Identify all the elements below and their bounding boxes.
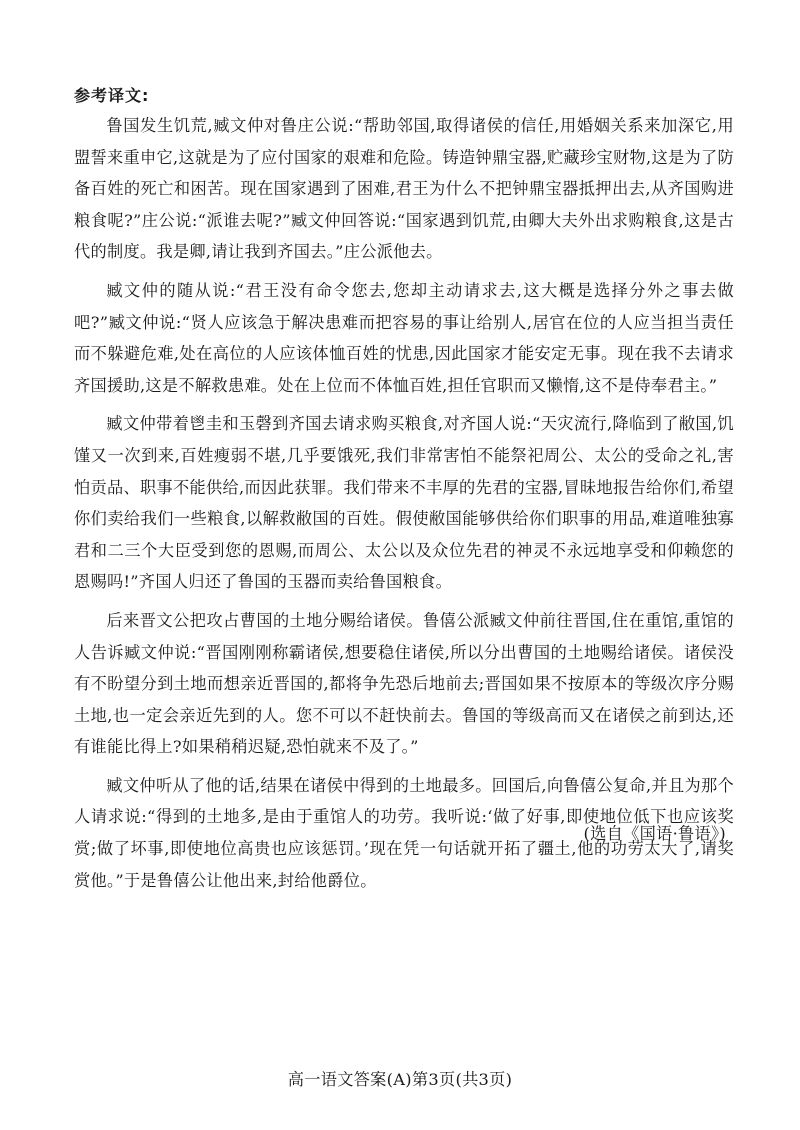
paragraph-4: 后来晋文公把攻占曹国的土地分赐给诸侯。鲁僖公派臧文仲前往晋国,住在重馆,重馆的人告诉臧文仲说:“晋国刚刚称霸诸侯,想要稳住诸侯,所以分出曹国的土地赐给诸侯。诸侯没有不盼望分到土地而想亲近晋国的,都将争先恐后地前去;晋国如果不按原本的等级次序分赐土地,也一定会亲近先到的人。您不可以不赶快前去。鲁国的等级高而又在诸侯之前到达,还有谁能比得上?如果稍稍迟疑,恐怕就来不及了。”	[74, 610, 734, 757]
paragraph-2: 臧文仲的随从说:“君王没有命令您去,您却主动请求去,这大概是选择分外之事去做吧?”臧文仲说:“贤人应该急于解决患难而把容易的事让给别人,居官在位的人应当担当责任而不躲避危难,处在高位的人应该体恤百姓的忧患,因此国家才能安定无事。现在我不去请求齐国援助,这是不解救患难。处在上位而不体恤百姓,担任官职而又懒惰,这不是侍奉君主。”	[74, 280, 734, 395]
paragraph-3: 臧文仲带着鬯圭和玉磬到齐国去请求购买粮食,对齐国人说:“天灾流行,降临到了敝国,饥馑又一次到来,百姓瘦弱不堪,几乎要饿死,我们非常害怕不能祭祀周公、太公的受命之礼,害怕贡品、职事不能供给,而因此获罪。我们带来不丰厚的先君的宝器,冒昧地报告给你们,希望你们卖给我们一些粮食,以解救敝国的百姓。假使敝国能够供给你们职事的用品,难道唯独寡君和二三个大臣受到您的恩赐,而周公、太公以及众位先君的神灵不永远地享受和仰赖您的恩赐吗!”齐国人归还了鲁国的玉器而卖给鲁国粮食。	[74, 414, 734, 592]
paragraph-1: 鲁国发生饥荒,臧文仲对鲁庄公说:“帮助邻国,取得诸侯的信任,用婚姻关系来加深它,用盟誓来重申它,这就是为了应付国家的艰难和危险。铸造钟鼎宝器,贮藏珍宝财物,这是为了防备百姓的死亡和困苦。现在国家遇到了困难,君王为什么不把钟鼎宝器抵押出去,从齐国购进粮食呢?”庄公说:“派谁去呢?”臧文仲回答说:“国家遇到饥荒,由卿大夫外出求购粮食,这是古代的制度。我是卿,请让我到齐国去。”庄公派他去。	[74, 116, 734, 262]
paragraph-5: 臧文仲听从了他的话,结果在诸侯中得到的土地最多。回国后,向鲁僖公复命,并且为那个人请求说:“得到的土地多,是由于重馆人的功劳。我听说:‘做了好事,即使地位低下也应该奖赏;做了坏事,即使地位高贵也应该惩罚。’现在凭一句话就开拓了疆土,他的功劳太大了,请奖赏他。”于是鲁僖公让他出来,封给他爵位。	[74, 775, 734, 890]
source-citation: (选自《国语·鲁语》)	[583, 824, 726, 843]
translation-heading: 参考译文:	[74, 86, 150, 105]
translation-body	[74, 110, 734, 903]
page-footer: 高一语文答案(A)第3页(共3页)	[287, 1070, 513, 1089]
